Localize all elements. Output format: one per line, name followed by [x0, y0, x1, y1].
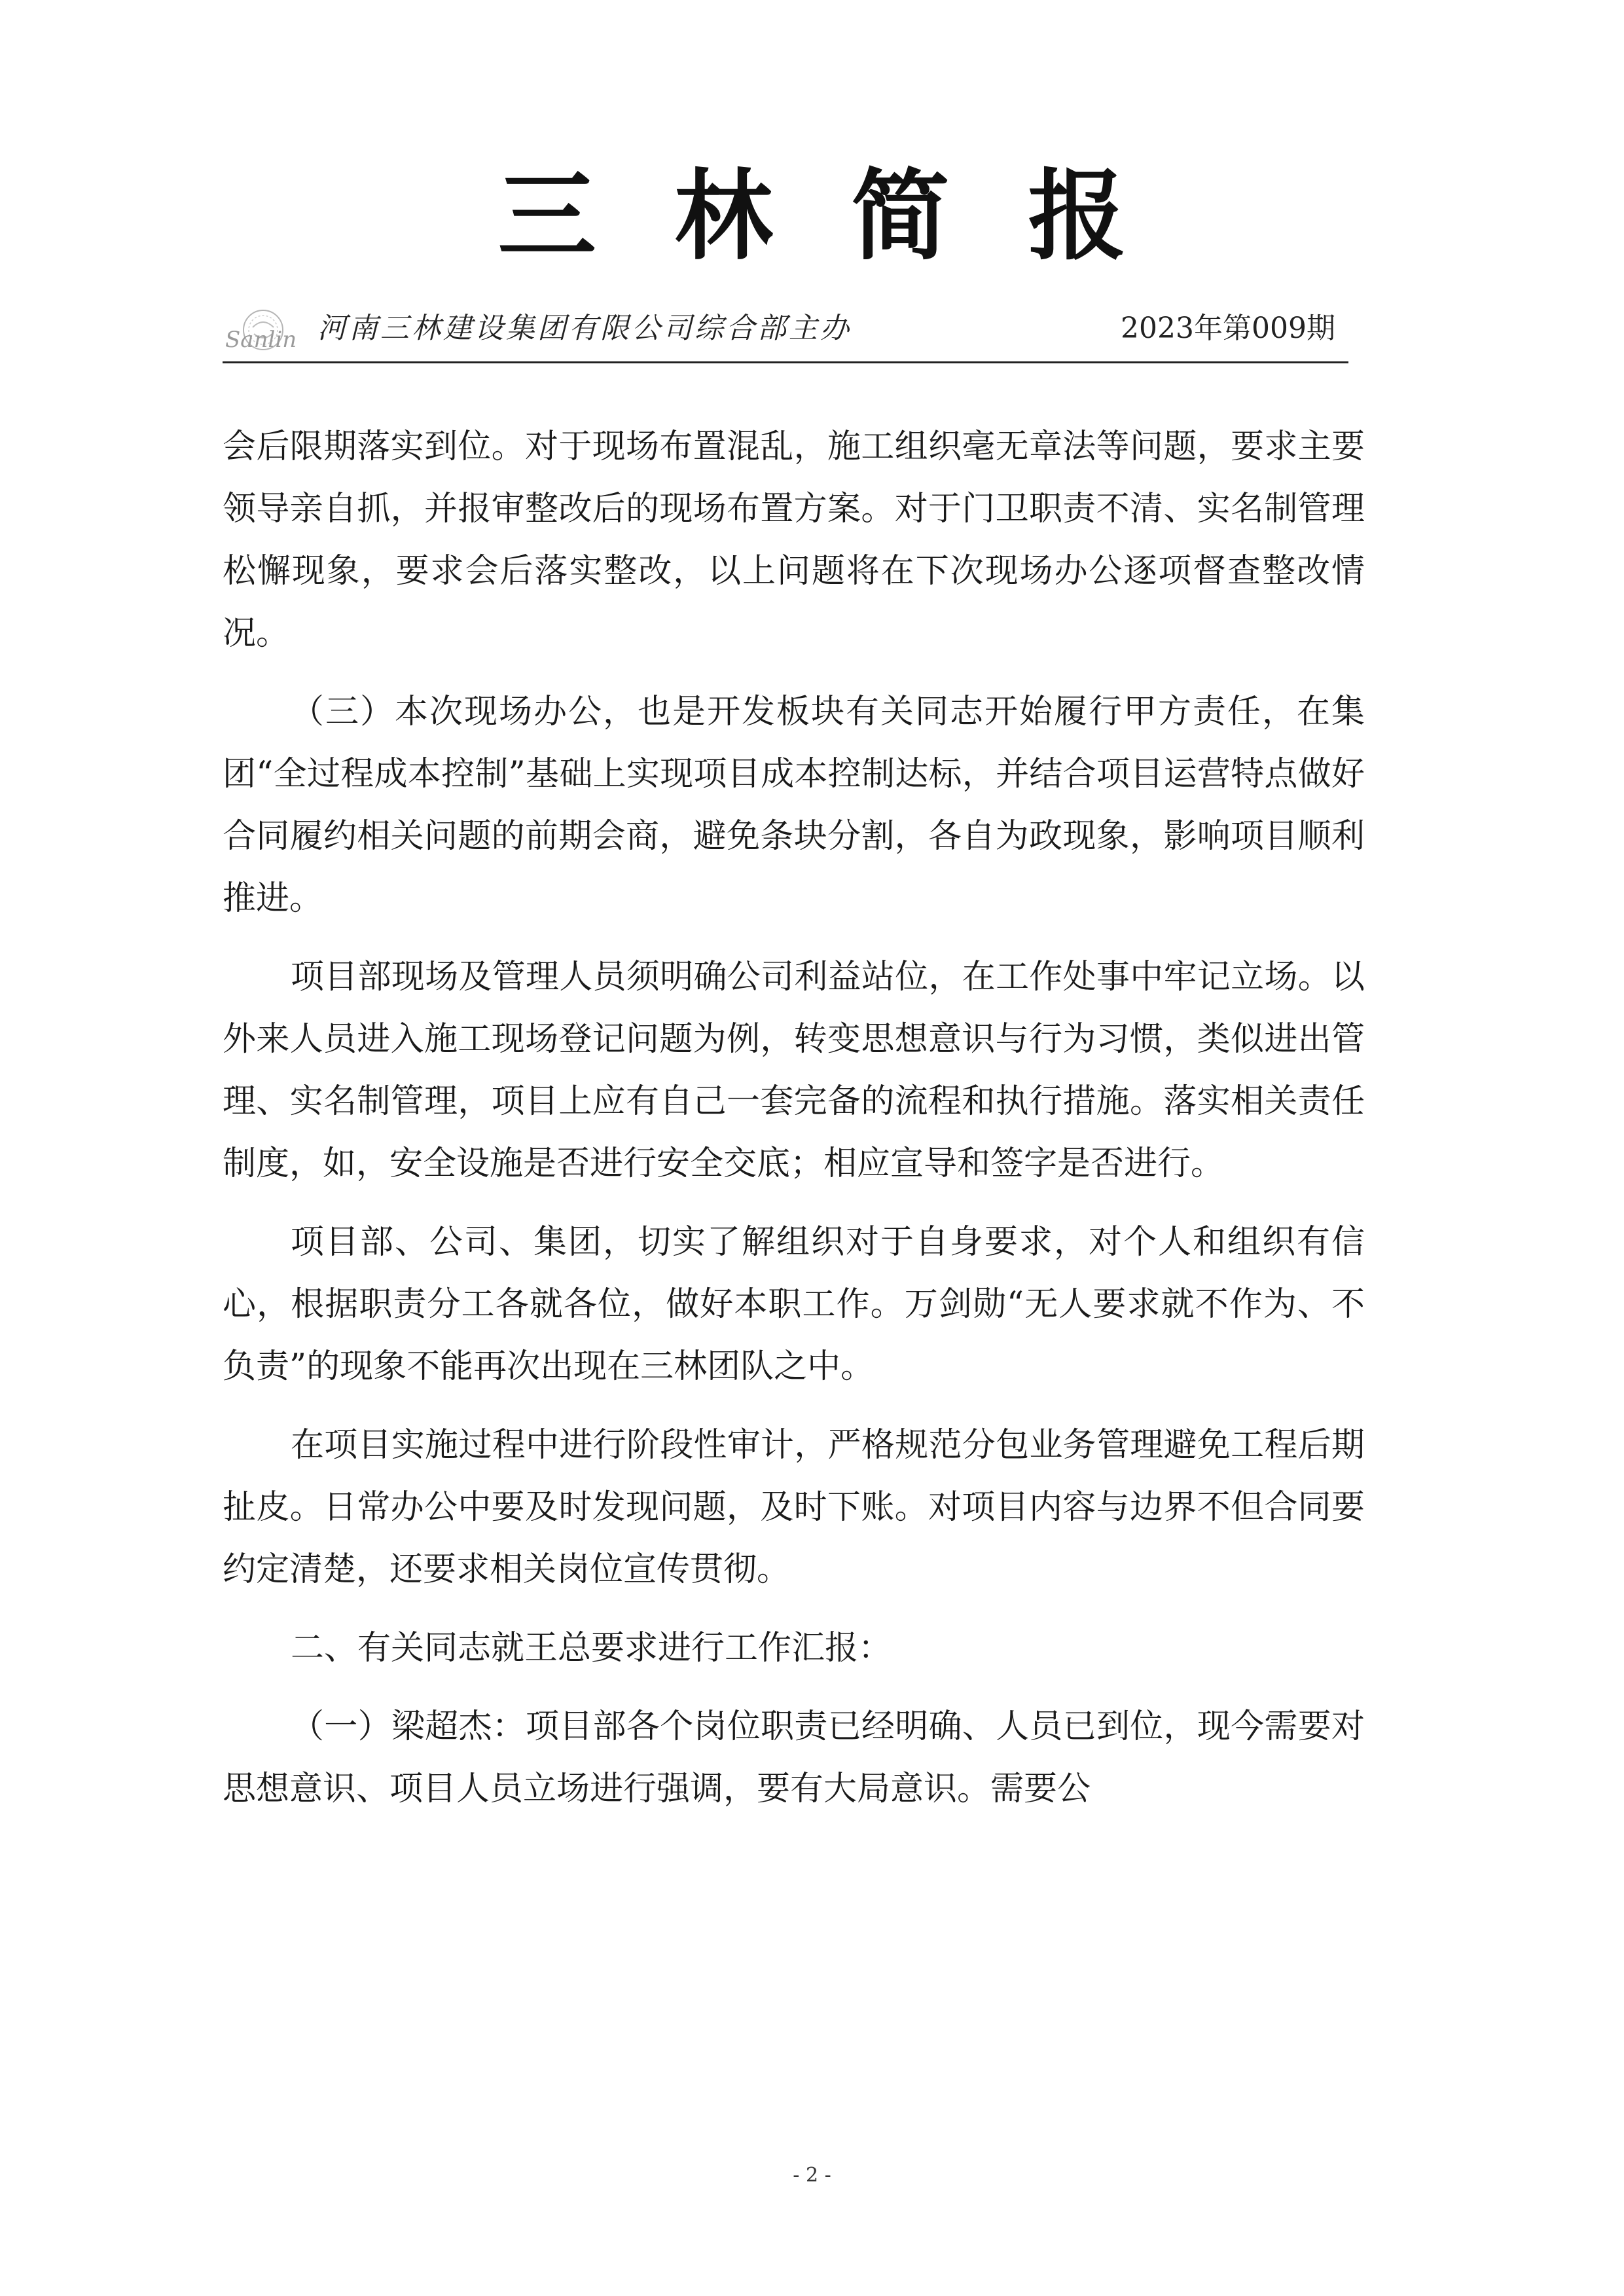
article-body [223, 416, 1365, 1836]
masthead-divider [223, 361, 1348, 363]
paragraph: 项目部现场及管理人员须明确公司利益站位，在工作处事中牢记立场。以外来人员进入施工现场登记问题为例，转变思想意识与行为习惯，类似进出管理、实名制管理，项目上应有自己一套完备的流程和执行措施。落实相关责任制度，如，安全设施是否进行安全交底；相应宣导和签字是否进行。 [223, 958, 1365, 1183]
paragraph-continued: 会后限期落实到位。对于现场布置混乱，施工组织毫无章法等问题，要求主要领导亲自抓，并报审整改后的现场布置方案。对于门卫职责不清、实名制管理松懈现象，要求会后落实整改，以上问题将在下次现场办公逐项督查整改情况。 [223, 428, 1365, 653]
issue-number: 2023年第009期 [1121, 312, 1335, 345]
paragraph: 项目部、公司、集团，切实了解组织对于自身要求，对个人和组织有信心，根据职责分工各就各位，做好本职工作。万剑勋“无人要求就不作为、不负责”的现象不能再次出现在三林团队之中。 [223, 1223, 1365, 1386]
page-number: - 2 - [793, 2164, 831, 2187]
section-heading: 二、有关同志就王总要求进行工作汇报： [291, 1629, 892, 1667]
paragraph: （一）梁超杰：项目部各个岗位职责已经明确、人员已到位，现今需要对思想意识、项目人员立场进行强调，要有大局意识。需要公 [223, 1707, 1365, 1808]
organizer-text: 河南三林建设集团有限公司综合部主办 [317, 312, 852, 345]
paragraph: （三）本次现场办公，也是开发板块有关同志开始履行甲方责任，在集团“全过程成本控制”基础上实现项目成本控制达标，并结合项目运营特点做好合同履约相关问题的前期会商，避免条块分割，各自为政现象，影响项目顺利推进。 [223, 693, 1365, 918]
company-logo-icon [223, 308, 298, 359]
paragraph: 在项目实施过程中进行阶段性审计，严格规范分包业务管理避免工程后期扯皮。日常办公中要及时发现问题，及时下账。对项目内容与边界不但合同要约定清楚，还要求相关岗位宣传贯彻。 [223, 1426, 1365, 1589]
masthead-title: 三林简报 [497, 158, 1205, 274]
masthead-info-line [223, 308, 1348, 360]
svg-text:Sanlin: Sanlin [225, 327, 297, 353]
